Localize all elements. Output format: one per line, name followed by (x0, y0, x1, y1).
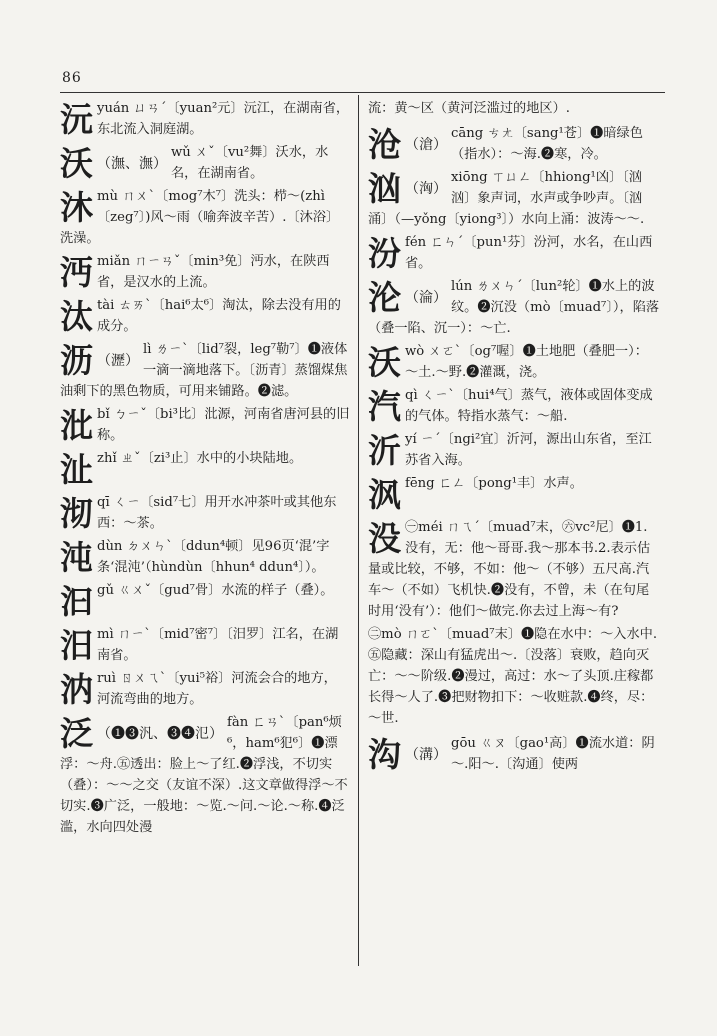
dictionary-entry (60, 712, 350, 838)
entry-definition: tài ㄊㄞˋ〔hai⁶太⁶〕淘汰，除去没有用的成分。 (97, 298, 341, 334)
entry-variant: （淪） (405, 290, 447, 306)
dictionary-entry (60, 536, 350, 578)
entry-definition: xiōng ㄒㄩㄥ〔hhiong¹凶〕〔汹汹〕象声词，水声或争吵声。〔汹涌〕（—yǒng〔yiong³〕）水向上涌：波涛～～. (368, 170, 645, 227)
dictionary-entry (60, 624, 350, 666)
dictionary-entry (60, 404, 350, 446)
entry-definition: gǔ ㄍㄨˇ〔gud⁷骨〕水流的样子（叠）。 (97, 583, 334, 598)
entry-definition: wò ㄨㄛˋ〔og⁷喔〕❶土地肥（叠肥一）：～土.～野.❷灌溉，浇。 (405, 344, 648, 380)
entry-definition: miǎn ㄇㄧㄢˇ〔min³免〕沔水，在陕西省，是汉水的上流。 (97, 254, 330, 290)
entry-variant: （溝） (405, 747, 447, 763)
dictionary-entry (60, 668, 350, 710)
entry-headword: 沥 (60, 341, 93, 380)
entry-definition: wǔ ㄨˇ〔vu²舞〕沃水，水名，在湖南省。 (171, 145, 329, 181)
top-rule (60, 92, 665, 93)
dictionary-entry (368, 385, 660, 427)
entry-definition: mù ㄇㄨˋ〔mog⁷木⁷〕洗头：栉～(zhì〔zeg⁷〕)风～雨（喻奔波辛苦）.〔沐浴〕洗澡。 (60, 189, 340, 246)
entry-definition: 流：黄～区（黄河泛滥过的地区）. (368, 101, 571, 116)
dictionary-entry (60, 492, 350, 534)
dictionary-entry (60, 251, 350, 293)
entry-variant: （潕、潕） (97, 156, 167, 172)
entry-variant: （瀝） (97, 353, 139, 369)
dictionary-entry (60, 295, 350, 337)
right-column (368, 98, 660, 777)
entry-headword: 沃 (60, 144, 93, 183)
entry-definition: cāng ㄘㄤ〔sang¹苍〕❶暗绿色（指水）：～海.❷寒，冷。 (451, 126, 643, 162)
dictionary-entry (60, 98, 350, 140)
dictionary-entry (368, 341, 660, 383)
dictionary-entry (368, 429, 660, 471)
entry-headword: 汭 (60, 670, 93, 709)
entry-definition: dùn ㄉㄨㄣˋ〔ddun⁴顿〕见96页‘混’字条‘混沌’（hùndùn〔hhun⁴ ddun⁴〕）。 (97, 539, 330, 575)
entry-headword: 没 (368, 519, 401, 558)
dictionary-entry (60, 448, 350, 490)
entry-headword: 汩 (60, 582, 93, 621)
entry-headword: 沘 (60, 406, 93, 445)
dictionary-entry (60, 186, 350, 249)
entry-definition: lì ㄌㄧˋ〔lid⁷裂，leg⁷勒⁷〕❶液体一滴一滴地落下。〔沥青〕蒸馏煤焦油剩下的黑色物质，可用来铺路。❷滤。 (60, 342, 348, 399)
entry-definition: yuán ㄩㄢˊ〔yuan²元〕沅江，在湖南省，东北流入洞庭湖。 (97, 101, 350, 137)
entry-definition: fēng ㄈㄥ〔pong¹丰〕水声。 (405, 476, 583, 491)
entry-variant: （滄） (405, 137, 447, 153)
dictionary-entry (368, 733, 660, 775)
dictionary-entry (60, 142, 350, 184)
dictionary-entry (368, 517, 660, 622)
entry-headword: 沃 (368, 343, 401, 382)
entry-definition: qī ㄑㄧ〔sid⁷七〕用开水冲茶叶或其他东西：～茶。 (97, 495, 337, 531)
entry-headword: 沐 (60, 188, 93, 227)
column-divider (358, 95, 359, 966)
dictionary-entry (368, 98, 660, 119)
page-number: 86 (62, 70, 82, 86)
dictionary-entry (368, 473, 660, 515)
entry-definition: qì ㄑㄧˋ〔hui⁴气〕蒸气，液体或固体变成的气体。特指水蒸气：～船. (405, 388, 653, 424)
dictionary-entry (368, 624, 660, 729)
entry-headword: 沟 (368, 735, 401, 774)
entry-variant: （❶❸汎、❸❹氾） (97, 726, 223, 742)
entry-definition: fén ㄈㄣˊ〔pun¹芬〕汾河，水名，在山西省。 (405, 235, 653, 271)
entry-definition: yí ㄧˊ〔ngi²宜〕沂河，源出山东省，至江苏省入海。 (405, 432, 652, 468)
entry-definition: lún ㄌㄨㄣˊ〔lun²轮〕❶水上的波纹。❷沉没（mò〔muad⁷〕），陷落（叠一陷、沉一）：～亡. (368, 279, 660, 336)
entry-headword: 沦 (368, 278, 401, 317)
entry-headword: 汨 (60, 626, 93, 665)
entry-definition: ㊀méi ㄇㄟˊ〔muad⁷末，㊅vc²尼〕❶1.没有，无：他～哥哥.我～那本书.2.表示估量或比较，不够，不如：他～（不够）五尺高.汽车～（不如）飞机快.❷没有，不曾，未（在句尾时用‘没有’）：他们～做完.你去过上海～有? (368, 520, 651, 619)
dictionary-entry (60, 580, 350, 622)
entry-headword: 汾 (368, 234, 401, 273)
entry-definition: mì ㄇㄧˋ〔mid⁷密⁷〕〔汨罗〕江名，在湖南省。 (97, 627, 339, 663)
entry-definition: ㊁mò ㄇㄛˋ〔muad⁷末〕❶隐在水中：～入水中.㊄隐藏：深山有猛虎出～.〔没落〕衰败，趋向灭亡：～～阶级.❷漫过，高过：水～了头顶.庄稼都长得～人了.❸把财物扣下：～收赃款.❹终，尽：～世. (368, 627, 658, 726)
entry-headword: 汰 (60, 297, 93, 336)
entry-headword: 沚 (60, 450, 93, 489)
entry-headword: 沧 (368, 125, 401, 164)
left-column (60, 98, 350, 840)
dictionary-entry (60, 339, 350, 402)
dictionary-entry (368, 232, 660, 274)
dictionary-entry (368, 276, 660, 339)
entry-headword: 汽 (368, 387, 401, 426)
entry-headword: 汹 (368, 169, 401, 208)
entry-headword: 沔 (60, 253, 93, 292)
entry-headword: 沨 (368, 475, 401, 514)
entry-definition: bǐ ㄅㄧˇ〔bi³比〕沘源，河南省唐河县的旧称。 (97, 407, 350, 443)
entry-variant: （洶） (405, 181, 447, 197)
entry-headword: 泛 (60, 714, 93, 753)
entry-headword: 沂 (368, 431, 401, 470)
entry-headword: 沏 (60, 494, 93, 533)
dictionary-entry (368, 167, 660, 230)
entry-headword: 沅 (60, 100, 93, 139)
entry-definition: ruì ㄖㄨㄟˋ〔yui⁵裕〕河流会合的地方，河流弯曲的地方。 (97, 671, 337, 707)
dictionary-entry (368, 123, 660, 165)
entry-definition: fàn ㄈㄢˋ〔pan⁶烦⁶，ham⁶犯⁶〕❶漂浮：～舟.㊄透出：脸上～了红.❷浮浅，不切实（叠）：～～之交（友谊不深）.这文章做得浮～不切实.❸广泛，一般地：～览.～问.～论.～称.❹泛滥，水向四处漫 (60, 715, 348, 835)
entry-definition: gōu ㄍㄡ〔gao¹高〕❶流水道：阴～.阳～.〔沟通〕使两 (451, 736, 655, 772)
entry-definition: zhǐ ㄓˇ〔zi³止〕水中的小块陆地。 (97, 451, 303, 466)
entry-headword: 沌 (60, 538, 93, 577)
